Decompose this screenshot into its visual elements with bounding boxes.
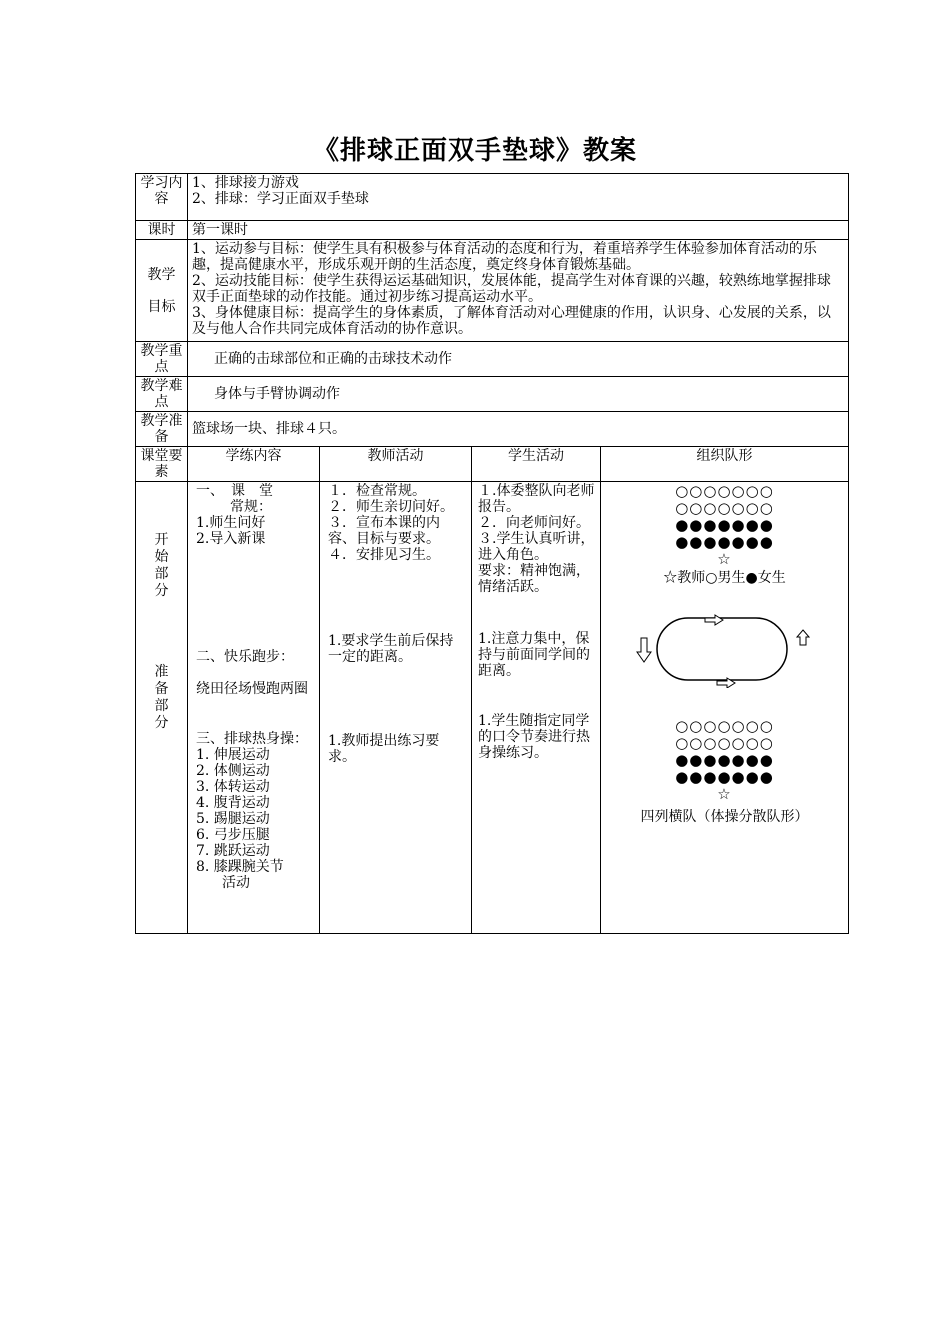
section-start-label: 开始部分 [154,532,169,599]
row-key-point [136,342,849,377]
header-label: 课堂要素 [136,447,188,482]
row-header [136,447,849,482]
value-content: 1、排球接力游戏 2、排球：学习正面双手垫球 [188,174,849,221]
content-cell: 一、 课 堂 常规： 1.师生问好 2.导入新课 二、快乐跑步： 绕田径场慢跑两圈 三、排球热身操： 1. 伸展运动 2. 体侧运动 3. 体转运动 4. 腹背运动 5. 踢腿运动 6. 弓步压腿 7. 跳跃运动 8. 膝踝腕关节 活动 [188,482,320,934]
row-body [136,482,849,934]
label-goals: 教学 目标 [136,240,188,342]
formation-row-girls: ●●●●●●● [675,751,774,769]
formation-row-boys: ○○○○○○○ [675,482,774,500]
arrow-down-icon [637,638,651,662]
row-lesson [136,221,849,240]
section-prep-label: 准备部分 [154,664,169,731]
student-cell: １.体委整队向老师报告。 ２．向老师问好。 ３.学生认真听讲，进入角色。 要求：精神饱满，情绪活跃。 1.注意力集中，保持与前面同学间的距离。 1.学生随指定同学的口令节奏进行热身操练习。 [472,482,601,934]
label-key-point: 教学重点 [136,342,188,377]
formation-caption: 四列横队（体操分散队形） [640,809,809,825]
formation-row-girls: ●●●●●●● [675,768,774,786]
row-prep [136,412,849,447]
section-labels [136,482,188,934]
value-prep: 篮球场一块、排球４只。 [188,412,849,447]
value-lesson: 第一课时 [188,221,849,240]
value-difficulty: 身体与手臂协调动作 [188,377,849,412]
formation-row-boys: ○○○○○○○ [675,734,774,752]
formation-row-girls: ●●●●●●● [675,533,774,551]
value-goals: 1、运动参与目标：使学生具有积极参与体育活动的态度和行为，着重培养学生体验参加体育活动的乐趣，提高健康水平，形成乐观开朗的生活态度，奠定终身体育锻炼基础。 2、运动技能目标：使学生获得运运基础知识，发展体能，提高学生对体育课的兴趣，较熟练地掌握排球双手正面垫球的动作技能。通过初步练习提高运动水平。 3、身体健康目标：提高学生的身体素质，了解体育活动对心理健康的作用，认识身、心发展的关系，以及与他人合作共同完成体育活动的协作意识。 [188,240,849,342]
label-content: 学习内容 [136,174,188,221]
label-lesson: 课时 [136,221,188,240]
row-goals [136,240,849,342]
teacher-star-icon: ☆ [717,550,732,568]
formation-cell [601,482,849,934]
header-content: 学练内容 [188,447,320,482]
arrow-up-icon [797,630,809,645]
header-student: 学生活动 [472,447,601,482]
formation-row-boys: ○○○○○○○ [675,717,774,735]
formation-legend: ☆教师○男生●女生 [663,570,786,586]
row-content [136,174,849,221]
row-difficulty [136,377,849,412]
value-key-point: 正确的击球部位和正确的击球技术动作 [188,342,849,377]
teacher-cell: １．检查常规。 ２．师生亲切问好。 ３．宣布本课的内容、目标与要求。 ４．安排见习生。 1.要求学生前后保持一定的距离。 1.教师提出练习要求。 [320,482,472,934]
arrow-left-icon [705,615,723,625]
formation-row-girls: ●●●●●●● [675,516,774,534]
header-formation: 组织队形 [601,447,849,482]
teacher-star-icon: ☆ [717,785,732,803]
track-oval [657,618,787,680]
label-difficulty: 教学难点 [136,377,188,412]
lesson-plan-table [135,173,849,934]
formation-row-boys: ○○○○○○○ [675,499,774,517]
running-track-diagram [635,608,815,688]
page-title: 《排球正面双手垫球》教案 [312,136,637,166]
header-teacher: 教师活动 [320,447,472,482]
label-prep: 教学准备 [136,412,188,447]
